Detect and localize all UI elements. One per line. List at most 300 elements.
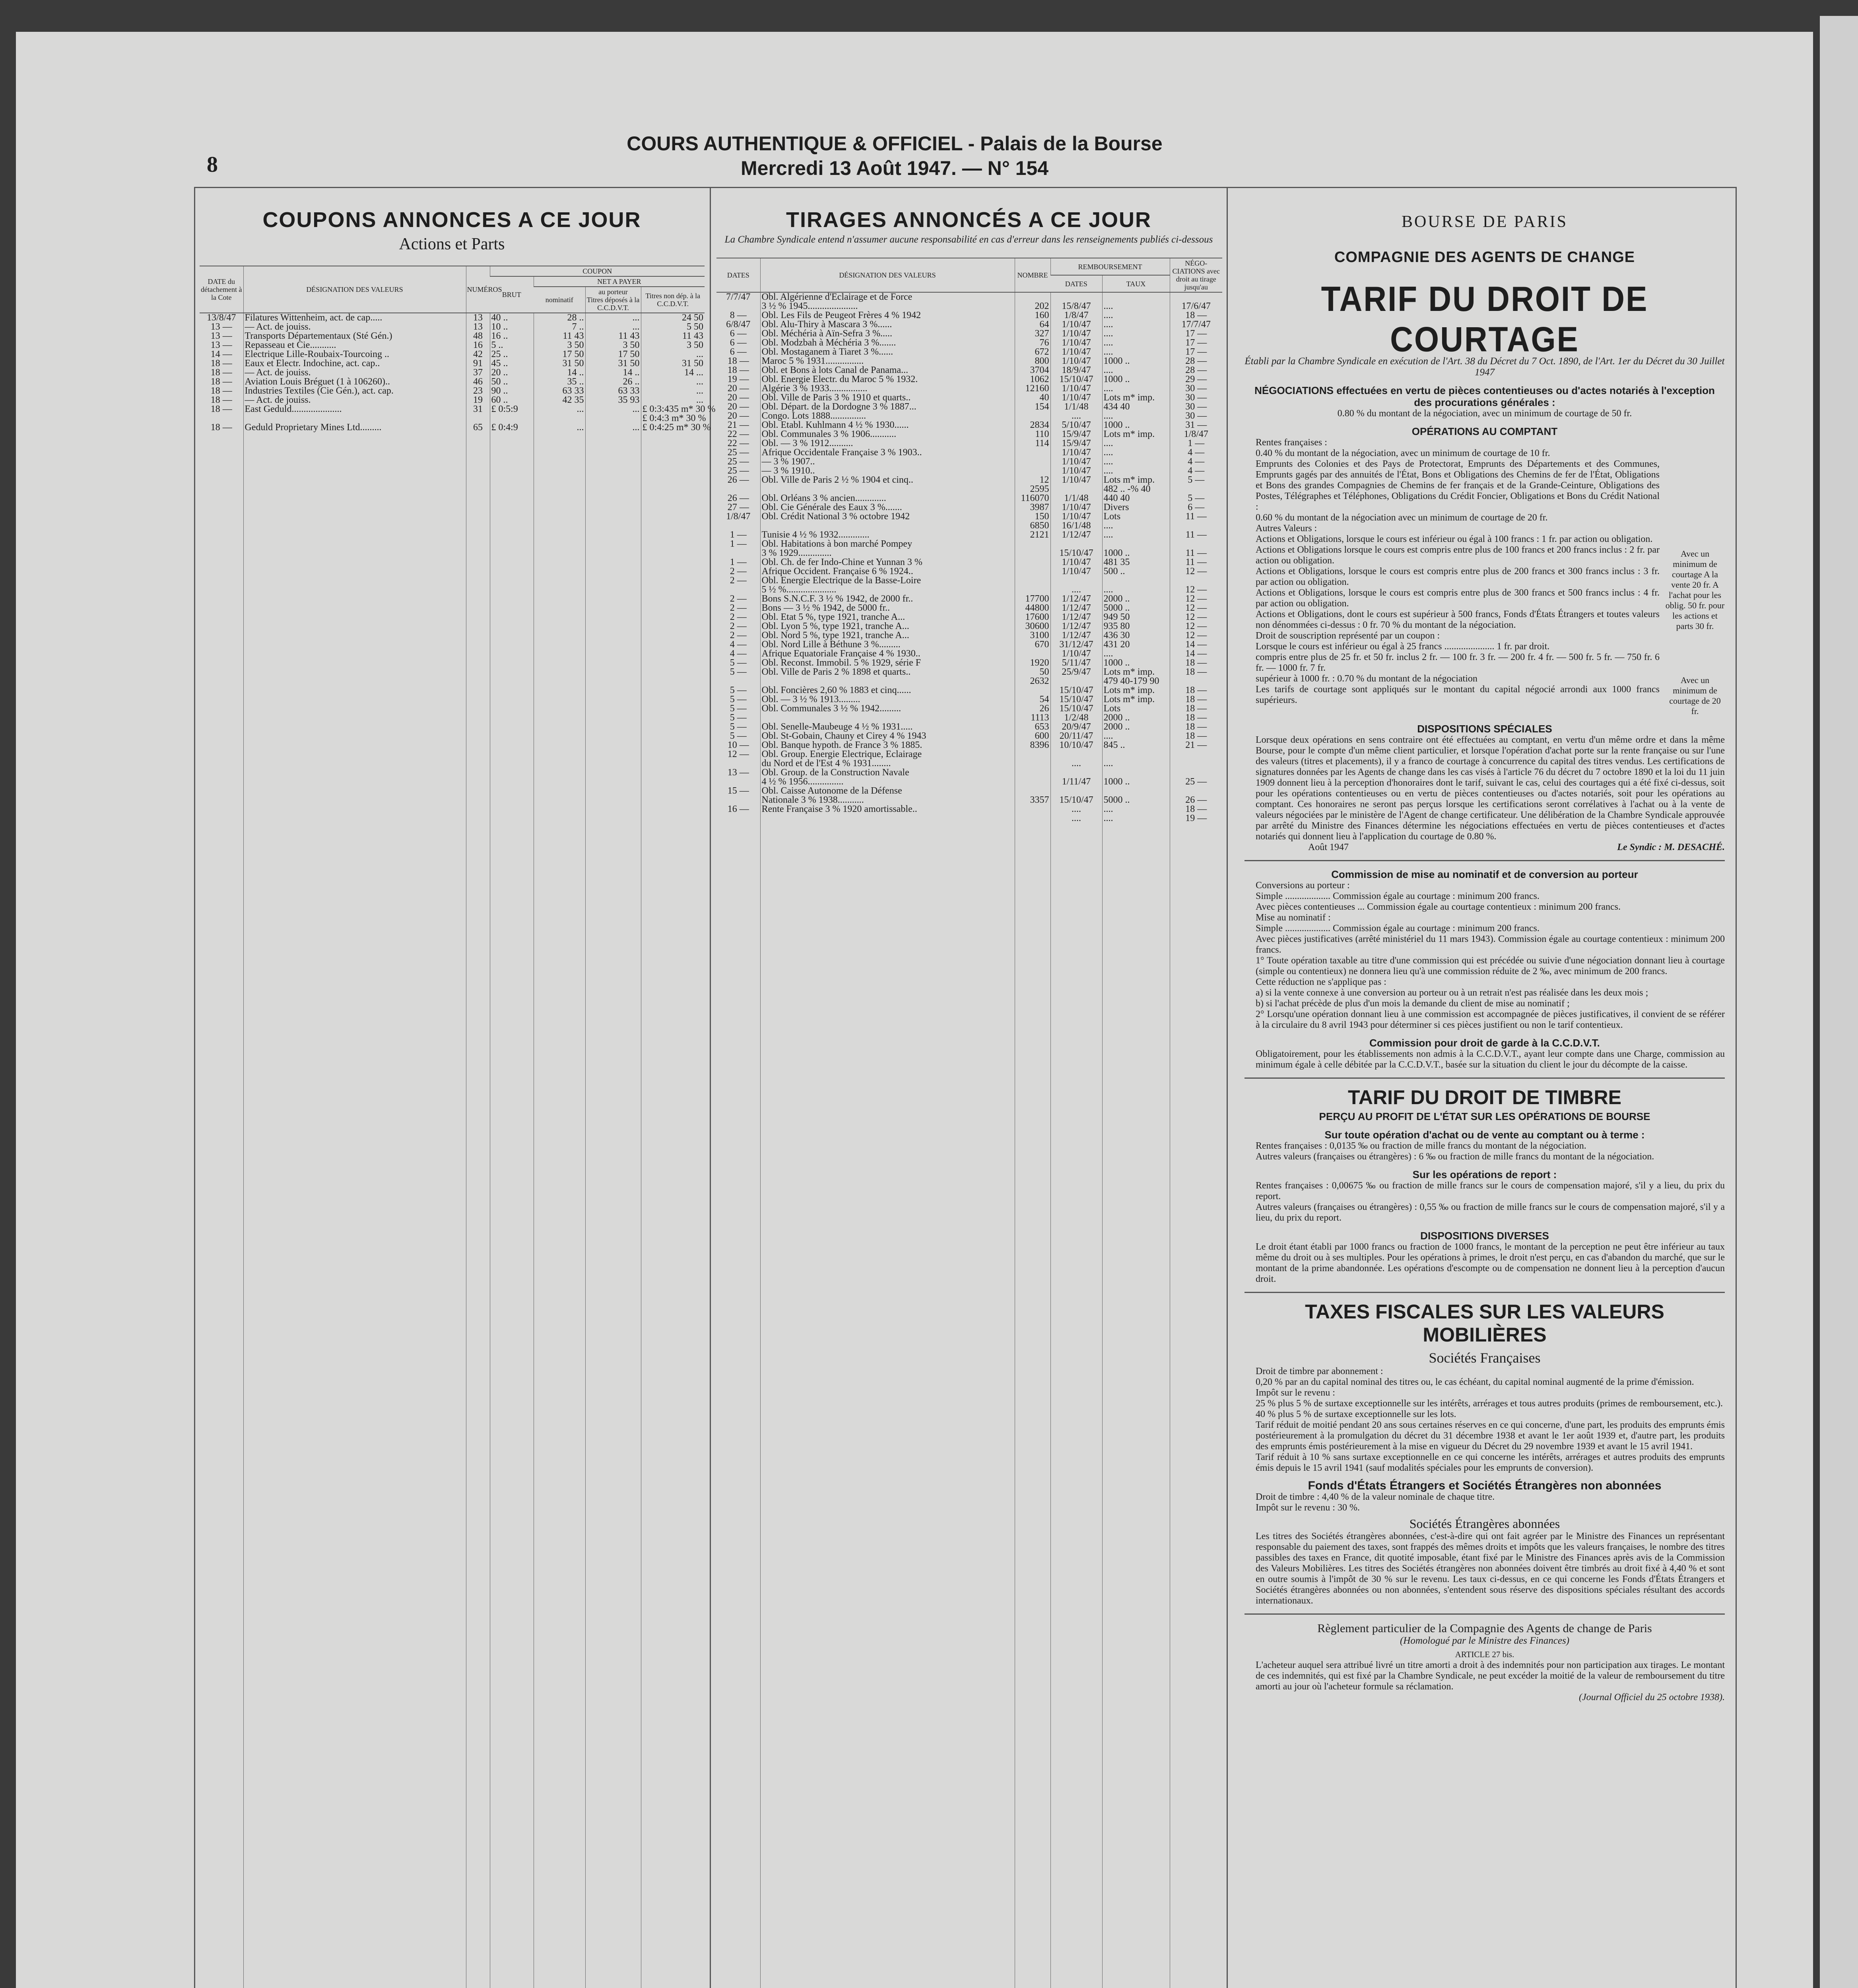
table-cell: 12 — (1170, 585, 1222, 594)
col-designation: DÉSIGNATION DES VALEURS (243, 266, 466, 313)
tirage-row (716, 750, 1222, 759)
table-cell: 13 — (210, 331, 232, 341)
fonds-etrangers-line-1: Droit de timbre : 4,40 % de la valeur nominale de chaque titre. (1256, 1492, 1495, 1502)
table-cell: Obl. et Bons à lots Canal de Panama... (760, 366, 1015, 375)
table-cell: Obl. Habitations à bon marché Pompey (760, 540, 1015, 549)
table-cell: — Act. de jouiss. (243, 368, 466, 377)
table-cell: .... (1102, 805, 1170, 814)
operations-line: Actions et Obligations lorsque le cours est compris entre plus de 100 francs et 200 francs inclus : 2 fr. par action ou obligation. (1256, 545, 1660, 566)
tirage-row (716, 338, 1222, 348)
table-cell: .... (1102, 338, 1170, 348)
table-cell (1050, 750, 1102, 759)
table-cell: 18 — (1170, 704, 1222, 713)
table-cell: Algérie 3 % 1933................ (760, 384, 1015, 393)
table-cell: 50 (1015, 668, 1050, 677)
table-cell: 6850 (1015, 521, 1050, 530)
table-cell: 22 — (727, 438, 749, 448)
table-cell-empty (200, 432, 243, 1988)
tirage-row (716, 741, 1222, 750)
table-cell-empty (716, 823, 760, 1988)
table-cell: 63 33 (585, 386, 641, 396)
coupon-row (200, 377, 705, 386)
table-cell (760, 521, 1015, 530)
table-cell: £ 0:5:9 (490, 405, 534, 414)
table-cell: 1/12/47 (1050, 631, 1102, 640)
table-cell: 1/10/47 (1050, 503, 1102, 512)
table-cell (534, 414, 585, 423)
table-cell (1170, 759, 1222, 768)
reglement-source: (Journal Officiel du 25 octobre 1938). (1578, 1692, 1725, 1703)
operations-comptant-text (1244, 437, 1660, 716)
table-cell (1015, 549, 1050, 558)
table-cell: 17 50 (585, 350, 641, 359)
operations-line: Autres Valeurs : (1256, 523, 1317, 534)
table-cell-empty (1102, 823, 1170, 1988)
table-cell: .... (1050, 805, 1102, 814)
taxes-line: Tarif réduit à 10 % sans surtaxe exceptionnelle en ce qui concerne les intérêts, arrérages et autres produits des emprunts émis depuis le 15 avril 1941 (sauf modalités spéciales pour les emprunts de conversion). (1256, 1452, 1725, 1473)
masthead-date: Mercredi 13 Août 1947. — N° 154 (740, 157, 1049, 179)
table-cell: 160 (1015, 311, 1050, 320)
table-cell: 19 — (1170, 814, 1222, 823)
table-cell: 1/8/47 (1170, 430, 1222, 439)
table-cell: 845 .. (1102, 741, 1170, 750)
table-cell: 31 — (1170, 421, 1222, 430)
table-cell: 5/10/47 (1050, 421, 1102, 430)
table-cell (1015, 768, 1050, 777)
table-cell: 23 (466, 386, 490, 396)
tirages-table (716, 258, 1222, 1988)
table-cell: 5 — (730, 722, 747, 732)
coupon-row (200, 341, 705, 350)
table-cell: Lots (1102, 512, 1170, 521)
table-cell: .... (1102, 412, 1170, 421)
coupon-row (200, 423, 705, 432)
table-cell: 21 — (727, 420, 749, 430)
table-cell: .... (1050, 759, 1102, 768)
tirage-row (716, 466, 1222, 476)
col-brut: BRUT (490, 276, 534, 313)
table-cell-empty (585, 432, 641, 1988)
table-cell: 3 50 (534, 341, 585, 350)
table-cell (1170, 576, 1222, 585)
signature-name: Le Syndic : M. DESACHÉ. (1617, 842, 1725, 852)
table-cell: 27 — (727, 502, 749, 513)
tirage-row (716, 402, 1222, 412)
table-cell: 15/10/47 (1050, 695, 1102, 704)
masthead (596, 131, 1193, 181)
coupon-row (200, 405, 705, 414)
commission-line: Mise au nominatif : (1256, 912, 1331, 923)
table-cell: 18 — (210, 377, 232, 387)
table-cell: 12 — (1170, 594, 1222, 604)
table-cell: 3100 (1015, 631, 1050, 640)
table-cell: .... (1102, 457, 1170, 466)
operations-line: 0.40 % du montant de la négociation, avec un minimum de courtage de 10 fr. (1256, 448, 1550, 458)
tirage-row (716, 686, 1222, 695)
table-cell: East Geduld..................... (243, 405, 466, 414)
taxes-title: TAXES FISCALES SUR LES VALEURS MOBILIÈRES (1305, 1301, 1664, 1346)
table-cell: .... (1102, 348, 1170, 357)
table-cell: 48 (466, 332, 490, 341)
table-cell: 3 50 (641, 341, 705, 350)
tirage-row (716, 594, 1222, 604)
commission-line: Simple ................... Commission égale au courtage : minimum 200 francs. (1256, 891, 1540, 901)
commission-line: 2° Lorsqu'une opération donnant lieu à une commission est accompagnée de pièces justificatives, il convient de se référer à la circulaire du 8 avril 1943 pour déterminer si ces pièces justifient ou non le tarif contentieux. (1256, 1009, 1725, 1030)
table-cell: 42 35 (534, 396, 585, 405)
table-cell (1050, 485, 1102, 494)
table-cell (760, 677, 1015, 686)
table-cell: — Act. de jouiss. (243, 396, 466, 405)
table-cell: Lots m* imp. (1102, 430, 1170, 439)
table-cell: 26 — (727, 475, 749, 485)
tirage-row (716, 348, 1222, 357)
table-cell: 30 — (1170, 393, 1222, 402)
tirage-row (716, 384, 1222, 393)
col-numeros: NUMÉROS (466, 266, 490, 313)
coupons-table (200, 266, 716, 1988)
table-cell: 31 50 (585, 359, 641, 368)
col-designation-tirages: DÉSIGNATION DES VALEURS (760, 258, 1015, 292)
table-cell: 18 — (210, 386, 232, 396)
table-cell: 11 — (1170, 512, 1222, 521)
table-cell: Obl. Ville de Paris 2 % 1898 et quarts.. (760, 668, 1015, 677)
table-cell: 15/8/47 (1050, 302, 1102, 311)
tirage-row (716, 366, 1222, 375)
table-cell: 26 — (1170, 796, 1222, 805)
commission-line: Avec pièces justificatives (arrêté ministériel du 11 mars 1943). Commission égale au courtage contentieux : minimum 200 francs. (1256, 934, 1725, 955)
table-cell: 28 .. (534, 313, 585, 322)
tirage-row (716, 576, 1222, 585)
negociations-heading: NÉGOCIATIONS effectuées en vertu de pièces contentieuses ou d'actes notariés à l'exception des procurations générales : (1254, 384, 1715, 408)
tirage-row (716, 540, 1222, 549)
timbre-subtitle: PERÇU AU PROFIT DE L'ÉTAT SUR LES OPÉRATIONS DE BOURSE (1319, 1110, 1650, 1122)
table-cell: 10 — (727, 740, 749, 750)
table-cell: .... (1102, 302, 1170, 311)
tirage-row (716, 292, 1222, 302)
bourse-de-paris: BOURSE DE PARIS (1402, 213, 1568, 231)
table-cell: 4 ½ % 1956............... (760, 777, 1015, 786)
tirage-row (716, 521, 1222, 530)
table-cell: 1000 .. (1102, 357, 1170, 366)
table-cell: 20 — (727, 383, 749, 394)
table-cell: Lots m* imp. (1102, 686, 1170, 695)
table-cell: 4 — (730, 648, 747, 659)
table-cell: Eaux et Electr. Indochine, act. cap.. (243, 359, 466, 368)
coupons-subtitle: Actions et Parts (399, 235, 505, 253)
table-cell: 2 — (730, 612, 747, 622)
table-cell: 5 50 (641, 322, 705, 332)
table-cell: .... (1102, 585, 1170, 594)
table-cell (716, 521, 760, 530)
tirage-row (716, 558, 1222, 567)
table-cell: 2 — (730, 575, 747, 586)
table-cell: 2632 (1015, 677, 1050, 686)
table-cell: 1/10/47 (1050, 348, 1102, 357)
table-cell: 18 — (210, 367, 232, 378)
tirages-title: TIRAGES ANNONCÉS A CE JOUR (786, 208, 1152, 232)
commission-line: Cette réduction ne s'applique pas : (1256, 977, 1386, 987)
tirage-row (716, 549, 1222, 558)
table-cell: 13 (466, 313, 490, 322)
table-cell: 40 (1015, 393, 1050, 402)
taxes-line: Tarif réduit de moitié pendant 20 ans sous certaines réserves en ce qui concerne, d'une part, les produits des emprunts émis postérieurement à la promulgation du décret du 31 décembre 1938 et avant le 1er août 1939 et, d'autre part, les produits des emprunts émis postérieurement à la mise en vigueur du Décret du 29 novembre 1939 et avant le 15 avril 1941. (1256, 1420, 1725, 1452)
table-cell (1102, 768, 1170, 777)
table-cell: 154 (1015, 402, 1050, 412)
table-cell (760, 814, 1015, 823)
table-cell (1102, 292, 1170, 302)
table-cell: 653 (1015, 722, 1050, 732)
table-cell: Obl. Méchéria à Aïn-Sefra 3 %..... (760, 329, 1015, 338)
table-cell (1050, 292, 1102, 302)
table-cell: 30 — (1170, 412, 1222, 421)
table-cell: 18 — (1170, 311, 1222, 320)
table-cell: 600 (1015, 732, 1050, 741)
table-cell: 1/10/47 (1050, 329, 1102, 338)
table-cell: 13 — (210, 340, 232, 350)
table-cell: 2 — (730, 594, 747, 604)
table-cell-empty (243, 432, 466, 1988)
table-cell (1015, 805, 1050, 814)
table-cell: 479 40-179 90 (1102, 677, 1170, 686)
table-cell: 14 .. (585, 368, 641, 377)
table-cell: 6 — (730, 338, 747, 348)
table-cell-empty (641, 432, 705, 1988)
table-cell: 1 — (730, 557, 747, 567)
table-cell: £ 0:3:435 m* 30 % (641, 405, 705, 414)
tirage-row (716, 439, 1222, 448)
table-cell: £ 0:4:9 (490, 423, 534, 432)
table-cell: Obl. Modzbah à Méchéria 3 %....... (760, 338, 1015, 348)
table-cell: 2 — (730, 621, 747, 631)
table-cell: Afrique Equatoriale Française 4 % 1930.. (760, 649, 1015, 658)
reglement-text: L'acheteur auquel sera attribué livré un titre amorti a droit à des indemnités pour non participation aux tirages. Le montant de ces indemnités, qui est fixé par la Chambre Syndicale, ne peut excéder la moitié de la valeur de remboursement du titre amorti au jour où l'acheteur formule sa réclamation. (1256, 1660, 1725, 1692)
tirage-row (716, 448, 1222, 457)
table-cell: Obl. Lyon 5 %, type 1921, tranche A... (760, 622, 1015, 631)
table-cell: ... (585, 423, 641, 432)
table-cell: Obl. Reconst. Immobil. 5 % 1929, série F (760, 658, 1015, 668)
table-cell: 11 43 (534, 332, 585, 341)
operations-line: supérieur à 1000 fr. : 0.70 % du montant de la négociation (1256, 674, 1477, 684)
table-cell: 18 — (1170, 668, 1222, 677)
tirage-row (716, 732, 1222, 741)
societes-etrangeres-heading: Sociétés Étrangères abonnées (1409, 1516, 1560, 1531)
table-cell: Obl. Ville de Paris 3 % 1910 et quarts.. (760, 393, 1015, 402)
table-cell: 1/12/47 (1050, 613, 1102, 622)
operations-line: Droit de souscription représenté par un coupon : (1256, 631, 1440, 641)
table-cell: Obl. Orléans 3 % ancien............. (760, 494, 1015, 503)
compagnie-title: COMPAGNIE DES AGENTS DE CHANGE (1334, 249, 1635, 266)
table-cell: 3 ½ % 1945..................... (760, 302, 1015, 311)
coupon-row (200, 396, 705, 405)
table-cell: 4 — (1170, 466, 1222, 476)
table-cell: 1/10/47 (1050, 320, 1102, 329)
table-cell: 3987 (1015, 503, 1050, 512)
table-cell: 15/9/47 (1050, 439, 1102, 448)
droit-garde-text: Obligatoirement, pour les établissements non admis à la C.C.D.V.T., ayant leur compte dans une Charge, commission au minimum égale à celle débitée par la C.C.D.V.T., basée sur la situation du client le jour du décompte de la caisse. (1256, 1049, 1725, 1070)
table-cell: 3704 (1015, 366, 1050, 375)
table-cell: Obl. Senelle-Maubeuge 4 ½ % 1931..... (760, 722, 1015, 732)
table-cell: 50 .. (490, 377, 534, 386)
table-cell (1102, 540, 1170, 549)
table-cell: 116070 (1015, 494, 1050, 503)
table-cell (1170, 768, 1222, 777)
table-cell: 1/10/47 (1050, 448, 1102, 457)
col-nombre: NOMBRE (1015, 258, 1050, 292)
operations-line: Rentes françaises : (1256, 437, 1327, 448)
table-cell: 3 % 1929.............. (760, 549, 1015, 558)
table-cell: 18 — (1170, 722, 1222, 732)
operations-comptant-heading: OPÉRATIONS AU COMPTANT (1411, 425, 1558, 437)
table-cell: 10 .. (490, 322, 534, 332)
table-cell: 150 (1015, 512, 1050, 521)
col-coupon: COUPON (490, 266, 705, 276)
table-cell: 63 33 (534, 386, 585, 396)
table-cell: 15/10/47 (1050, 704, 1102, 713)
table-cell: du Nord et de l'Est 4 % 1931........ (760, 759, 1015, 768)
table-cell: 28 — (1170, 366, 1222, 375)
table-cell: Industries Textiles (Cie Gén.), act. cap. (243, 386, 466, 396)
tirage-row (716, 613, 1222, 622)
table-cell: Obl. Crédit National 3 % octobre 1942 (760, 512, 1015, 521)
operations-line: Emprunts des Colonies et des Pays de Protectorat, Emprunts des Départements et des Communes, Emprunts gagés par des annuités de l'État, Bons et Obligations des Chemins de fer de l'État, Obligations et Bons des grandes Compagnies de Chemins de fer français et de la Grande-Ceinture, Obligations des Postes, Télégraphes et Téléphones, Obligations du Crédit Foncier, Obligations et Bons du Crédit National : (1256, 459, 1660, 512)
table-cell: 31 (466, 405, 490, 414)
tirages-panel (711, 187, 1228, 1988)
fonds-etrangers-line-2: Impôt sur le revenu : 30 %. (1256, 1503, 1360, 1513)
col-date: DATE du détachement à la Cote (200, 266, 243, 313)
commission-line: Simple ................... Commission égale au courtage : minimum 200 francs. (1256, 923, 1540, 934)
table-cell: 4 — (1170, 448, 1222, 457)
tirage-row (716, 649, 1222, 658)
tirage-row (716, 713, 1222, 722)
table-cell: Lots m* imp. (1102, 476, 1170, 485)
commission-line: Avec pièces contentieuses ... Commission égale au courtage contentieux : minimum 200 francs. (1256, 902, 1621, 912)
coupon-row (200, 368, 705, 377)
table-cell: 672 (1015, 348, 1050, 357)
col-remb-dates: DATES (1050, 275, 1102, 292)
table-cell: .... (1102, 439, 1170, 448)
table-cell: 90 .. (490, 386, 534, 396)
table-cell: 14 .. (534, 368, 585, 377)
table-cell (1015, 750, 1050, 759)
table-cell (466, 414, 490, 423)
table-cell: 6 — (730, 347, 747, 357)
divider-3 (1244, 1292, 1725, 1293)
col-dates: DATES (716, 258, 760, 292)
table-cell: 5 ½ %..................... (760, 585, 1015, 594)
table-cell: ... (641, 386, 705, 396)
col-taux: TAUX (1102, 275, 1170, 292)
table-cell: 6/8/47 (726, 319, 751, 330)
table-cell: 327 (1015, 329, 1050, 338)
table-cell: 26 (1015, 704, 1050, 713)
table-cell: 42 (466, 350, 490, 359)
table-cell (1050, 576, 1102, 585)
table-cell: 12 — (1170, 631, 1222, 640)
table-cell (1015, 576, 1050, 585)
table-cell: ... (641, 377, 705, 386)
tirage-row (716, 485, 1222, 494)
commission-line: Conversions au porteur : (1256, 880, 1350, 891)
operations-line: Actions et Obligations, dont le cours est supérieur à 500 francs, Fonds d'États Étrangers et toutes valeurs non dénommées ci-dessus : 0 fr. 70 % du montant de la négociation. (1256, 609, 1660, 630)
divider-1 (1244, 860, 1725, 861)
table-cell: 5 — (1170, 476, 1222, 485)
table-cell (1170, 786, 1222, 796)
tirage-row (716, 494, 1222, 503)
table-cell (1102, 576, 1170, 585)
table-cell: £ 0:4:25 m* 30 % (641, 423, 705, 432)
droit-garde-heading: Commission pour droit de garde à la C.C.D.V.T. (1369, 1037, 1600, 1049)
coupon-row (200, 332, 705, 341)
table-cell: 1/10/47 (1050, 357, 1102, 366)
signature-line (1244, 842, 1725, 853)
table-cell: .... (1102, 521, 1170, 530)
table-cell (585, 414, 641, 423)
table-cell: Obl. Les Fils de Peugeot Frères 4 % 1942 (760, 311, 1015, 320)
minimum-note-droits: Avec un minimum de courtage de 20 fr. (1669, 675, 1721, 716)
table-cell: Bons — 3 ½ % 1942, de 5000 fr.. (760, 604, 1015, 613)
table-cell: 7 .. (534, 322, 585, 332)
table-cell (716, 302, 760, 311)
table-cell: 4 — (730, 639, 747, 650)
table-cell: 35 .. (534, 377, 585, 386)
table-cell: 13 — (210, 322, 232, 332)
table-cell: 935 80 (1102, 622, 1170, 631)
table-cell: 18/9/47 (1050, 366, 1102, 375)
table-cell: 20/11/47 (1050, 732, 1102, 741)
table-cell: .... (1050, 814, 1102, 823)
table-cell: 1/8/47 (1050, 311, 1102, 320)
table-cell: 3357 (1015, 796, 1050, 805)
table-cell (1015, 540, 1050, 549)
table-cell: 1/10/47 (1050, 649, 1102, 658)
table-cell: Divers (1102, 503, 1170, 512)
table-cell: 1/10/47 (1050, 338, 1102, 348)
table-cell: 20/9/47 (1050, 722, 1102, 732)
table-cell: 16 .. (490, 332, 534, 341)
table-cell: 46 (466, 377, 490, 386)
table-cell: 1113 (1015, 713, 1050, 722)
table-cell (1015, 759, 1050, 768)
coupon-row (200, 359, 705, 368)
table-cell: .... (1102, 466, 1170, 476)
table-cell: Obl. — 3 % 1912.......... (760, 439, 1015, 448)
table-cell: 6 — (730, 328, 747, 339)
table-cell (1015, 412, 1050, 421)
minimum-notes (1665, 437, 1725, 716)
table-cell: Obl. Algérienne d'Eclairage et de Force (760, 292, 1015, 302)
signature-date: Août 1947 (1308, 842, 1349, 852)
table-cell-empty (760, 823, 1015, 1988)
table-cell: 5 — (730, 694, 747, 705)
table-cell: 202 (1015, 302, 1050, 311)
table-cell: Obl. Nord Lille à Béthune 3 %......... (760, 640, 1015, 649)
table-cell: 21 — (1170, 741, 1222, 750)
tirage-row (716, 412, 1222, 421)
table-cell: £ 0:4:3 m* 30 % (641, 414, 705, 423)
table-cell: .... (1102, 366, 1170, 375)
table-cell (1050, 768, 1102, 777)
table-cell: 54 (1015, 695, 1050, 704)
table-cell (1015, 466, 1050, 476)
table-cell: 5000 .. (1102, 796, 1170, 805)
table-cell: Aviation Louis Bréguet (1 à 106260).. (243, 377, 466, 386)
table-cell-empty (1015, 823, 1050, 1988)
table-cell: 1/10/47 (1050, 384, 1102, 393)
table-cell: 18 — (1170, 686, 1222, 695)
table-cell: 20 — (727, 402, 749, 412)
table-cell: 2 — (730, 630, 747, 641)
col-au-porteur: au porteur (598, 288, 628, 296)
